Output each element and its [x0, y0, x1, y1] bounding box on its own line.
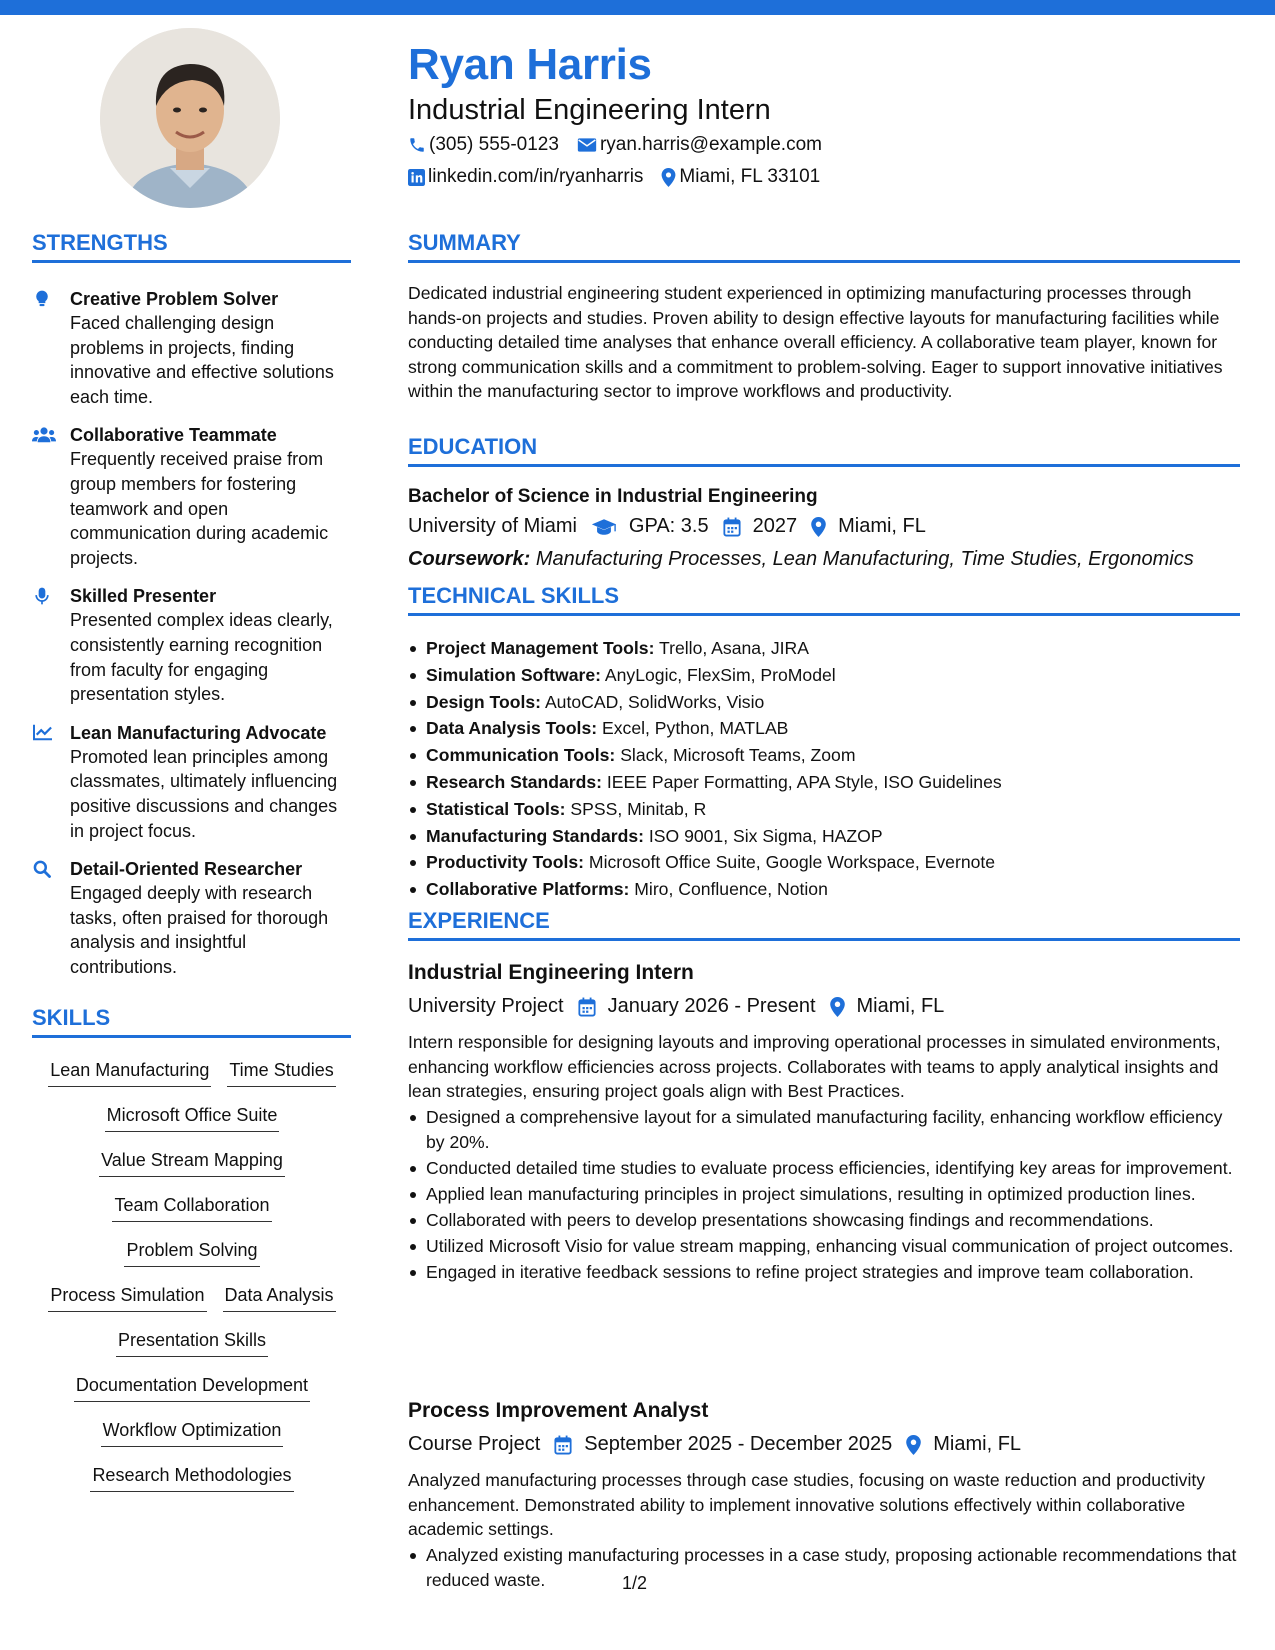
tech-label: Data Analysis Tools:	[426, 718, 598, 739]
strengths-list	[32, 287, 352, 993]
strength-title: Detail-Oriented Researcher	[70, 859, 303, 880]
skill-tag: Data Analysis	[223, 1283, 336, 1312]
job-org-text: University Project	[408, 995, 564, 1017]
degree-title: Bachelor of Science in Industrial Engineering	[408, 486, 818, 507]
tech-value: ISO 9001, Six Sigma, HAZOP	[648, 825, 883, 846]
tech-label: Research Standards:	[426, 771, 603, 792]
job-description: Intern responsible for designing layouts and improving operational processes in simulated environments, enhancing workflow efficiencies across projects. Collaborates with teams to apply analytical insights and lean strategies, ensuring project goals align with Best Practices.	[408, 1032, 1221, 1102]
job-org-text: Course Project	[408, 1433, 541, 1455]
skill-tag: Value Stream Mapping	[99, 1148, 285, 1177]
strengths-heading: STRENGTHS	[32, 230, 351, 263]
job-title: Process Improvement Analyst	[408, 1399, 709, 1422]
phone-contact[interactable]	[408, 134, 559, 156]
linkedin-icon	[408, 169, 425, 186]
users-icon	[32, 425, 56, 445]
tech-value: IEEE Paper Formatting, APA Style, ISO Guidelines	[606, 771, 1002, 792]
strength-desc: Presented complex ideas clearly, consistently earning recognition from faculty for engaging presentation styles.	[70, 610, 333, 705]
lightbulb-icon	[32, 289, 52, 309]
strength-item	[32, 857, 352, 979]
tech-label: Simulation Software:	[426, 664, 601, 685]
strength-item	[32, 287, 352, 409]
tech-value: AutoCAD, SolidWorks, Visio	[544, 691, 765, 712]
technical-skills-list	[408, 635, 1240, 903]
skills-list	[32, 1058, 352, 1508]
tech-value: Trello, Asana, JIRA	[659, 638, 809, 658]
skill-tag: Team Collaboration	[112, 1193, 271, 1222]
job-location	[830, 995, 945, 1018]
strength-desc: Faced challenging design problems in projects, finding innovative and effective solutions each time.	[70, 313, 334, 407]
coursework-text: Manufacturing Processes, Lean Manufacturing, Time Studies, Ergonomics	[535, 548, 1194, 570]
summary-text: Dedicated industrial engineering student experienced in optimizing manufacturing processes through hands-on projects and studies. Proven ability to design effective layouts for manufacturing facilities while conducting detailed time analyses that enhance overall efficiency. A collaborative team player, known for strong communication skills and a commitment to problem-solving. Eager to support innovative initiatives within the manufacturing sector to improve workflows and productivity.	[408, 283, 1223, 402]
tech-label: Project Management Tools:	[426, 638, 655, 658]
job-org	[408, 995, 564, 1018]
list-item: Conducted detailed time studies to evaluate process efficiencies, identifying key areas for improvement.	[408, 1156, 1240, 1181]
tech-value: Excel, Python, MATLAB	[601, 718, 789, 739]
strength-title: Lean Manufacturing Advocate	[70, 722, 327, 743]
skill-tag: Research Methodologies	[90, 1463, 293, 1492]
job-bullets	[408, 1543, 1240, 1594]
list-item	[408, 796, 1240, 823]
job-description: Analyzed manufacturing processes through case studies, focusing on waste reduction and productivity enhancement. Demonstrated ability to implement innovative solutions effectively within collaborative academic settings.	[408, 1470, 1206, 1540]
education-heading: EDUCATION	[408, 434, 1240, 467]
job-dates-text: September 2025 - December 2025	[584, 1433, 893, 1455]
list-item: Designed a comprehensive layout for a simulated manufacturing facility, enhancing workflow efficiency by 20%.	[408, 1105, 1240, 1154]
email-text: ryan.harris@example.com	[599, 134, 822, 155]
strength-desc: Engaged deeply with research tasks, often praised for thorough analysis and insightful contributions.	[70, 883, 329, 977]
skill-tag: Problem Solving	[124, 1238, 259, 1267]
tech-label: Statistical Tools:	[426, 798, 566, 819]
strength-title: Collaborative Teammate	[70, 425, 277, 446]
candidate-name: Ryan Harris	[408, 40, 652, 89]
list-item	[408, 769, 1240, 796]
location-text: Miami, FL 33101	[679, 166, 821, 187]
job-dates-text: January 2026 - Present	[607, 995, 816, 1017]
tech-value: AnyLogic, FlexSim, ProModel	[604, 664, 836, 685]
map-pin-icon	[830, 997, 845, 1017]
tech-value: SPSS, Minitab, R	[570, 798, 707, 819]
edu-location-text: Miami, FL	[838, 515, 926, 537]
strength-item	[32, 721, 352, 843]
envelope-icon	[577, 137, 597, 153]
list-item	[408, 662, 1240, 689]
linkedin-text: linkedin.com/in/ryanharris	[428, 166, 644, 187]
school-name	[408, 515, 577, 538]
job-location-text: Miami, FL	[856, 995, 945, 1017]
tech-label: Design Tools:	[426, 691, 542, 712]
job-location-text: Miami, FL	[933, 1433, 1022, 1455]
coursework-label: Coursework:	[408, 548, 531, 570]
phone-text: (305) 555-0123	[429, 134, 559, 155]
skill-tag: Time Studies	[227, 1058, 335, 1087]
phone-icon	[408, 136, 426, 154]
job-title: Industrial Engineering Intern	[408, 961, 694, 984]
email-contact[interactable]	[577, 134, 822, 156]
list-item: Analyzed existing manufacturing processes in a case study, proposing actionable recommendations that reduced waste.	[408, 1543, 1240, 1592]
list-item	[408, 849, 1240, 876]
microphone-icon	[32, 586, 52, 606]
strength-title: Skilled Presenter	[70, 586, 217, 607]
list-item: Utilized Microsoft Visio for value stream mapping, enhancing visual communication of project outcomes.	[408, 1234, 1240, 1259]
tech-label: Collaborative Platforms:	[426, 879, 630, 900]
list-item: Applied lean manufacturing principles in project simulations, resulting in optimized production lines.	[408, 1182, 1240, 1207]
job-location	[906, 1433, 1021, 1456]
strength-desc: Frequently received praise from group members for fostering teamwork and open communication during academic projects.	[70, 449, 329, 568]
search-icon	[32, 859, 52, 879]
technical-skills-heading: TECHNICAL SKILLS	[408, 583, 1240, 616]
skill-tag: Lean Manufacturing	[48, 1058, 211, 1087]
chart-line-icon	[32, 723, 54, 741]
edu-location-item	[811, 515, 926, 538]
job-meta	[408, 995, 958, 1018]
skill-tag: Microsoft Office Suite	[105, 1103, 280, 1132]
gpa-text: GPA: 3.5	[628, 515, 709, 537]
tech-value: Microsoft Office Suite, Google Workspace, Evernote	[588, 852, 996, 873]
skill-tag: Workflow Optimization	[101, 1418, 284, 1447]
tech-value: Miro, Confluence, Notion	[634, 879, 828, 900]
candidate-title: Industrial Engineering Intern	[408, 94, 771, 126]
map-pin-icon	[661, 168, 676, 187]
job-meta	[408, 1433, 1035, 1456]
skill-tag: Presentation Skills	[116, 1328, 268, 1357]
job-bullets	[408, 1105, 1240, 1286]
top-accent-bar	[0, 0, 1275, 15]
list-item: Engaged in iterative feedback sessions to refine project strategies and improve team collaboration.	[408, 1260, 1240, 1285]
skill-tag: Documentation Development	[74, 1373, 310, 1402]
graduation-cap-icon	[591, 517, 617, 537]
strength-item	[32, 423, 352, 570]
list-item	[408, 823, 1240, 850]
linkedin-contact[interactable]	[408, 166, 643, 188]
map-pin-icon	[906, 1435, 921, 1455]
tech-label: Manufacturing Standards:	[426, 825, 644, 846]
list-item: Collaborated with peers to develop presentations showcasing findings and recommendations.	[408, 1208, 1240, 1233]
skill-tag: Process Simulation	[48, 1283, 206, 1312]
list-item	[408, 742, 1240, 769]
profile-photo	[100, 28, 280, 208]
calendar-icon	[723, 517, 741, 537]
job-org	[408, 1433, 540, 1456]
strength-item	[32, 584, 352, 706]
contact-row-2	[408, 166, 838, 188]
contact-row-1	[408, 134, 840, 156]
list-item	[408, 635, 1240, 662]
tech-label: Productivity Tools:	[426, 852, 585, 873]
grad-year-text: 2027	[752, 515, 798, 537]
location-contact	[661, 166, 820, 188]
calendar-icon	[554, 1435, 572, 1455]
tech-label: Communication Tools:	[426, 745, 616, 766]
strength-desc: Promoted lean principles among classmates, ultimately influencing positive discussions and changes in project focus.	[70, 746, 338, 841]
tech-value: Slack, Microsoft Teams, Zoom	[620, 745, 856, 766]
summary-heading: SUMMARY	[408, 230, 1240, 263]
list-item	[408, 876, 1240, 903]
experience-heading: EXPERIENCE	[408, 908, 1240, 941]
list-item	[408, 689, 1240, 716]
list-item	[408, 715, 1240, 742]
coursework	[408, 548, 1194, 571]
gpa-item	[591, 515, 709, 538]
map-pin-icon	[811, 517, 826, 537]
strength-title: Creative Problem Solver	[70, 289, 279, 309]
education-meta	[408, 515, 940, 538]
job-dates	[554, 1433, 892, 1456]
school-text: University of Miami	[408, 515, 577, 537]
skills-heading: SKILLS	[32, 1005, 351, 1038]
job-dates	[578, 995, 816, 1018]
calendar-icon	[578, 997, 596, 1017]
grad-year-item	[723, 515, 798, 538]
page-number: 1/2	[622, 1573, 648, 1593]
